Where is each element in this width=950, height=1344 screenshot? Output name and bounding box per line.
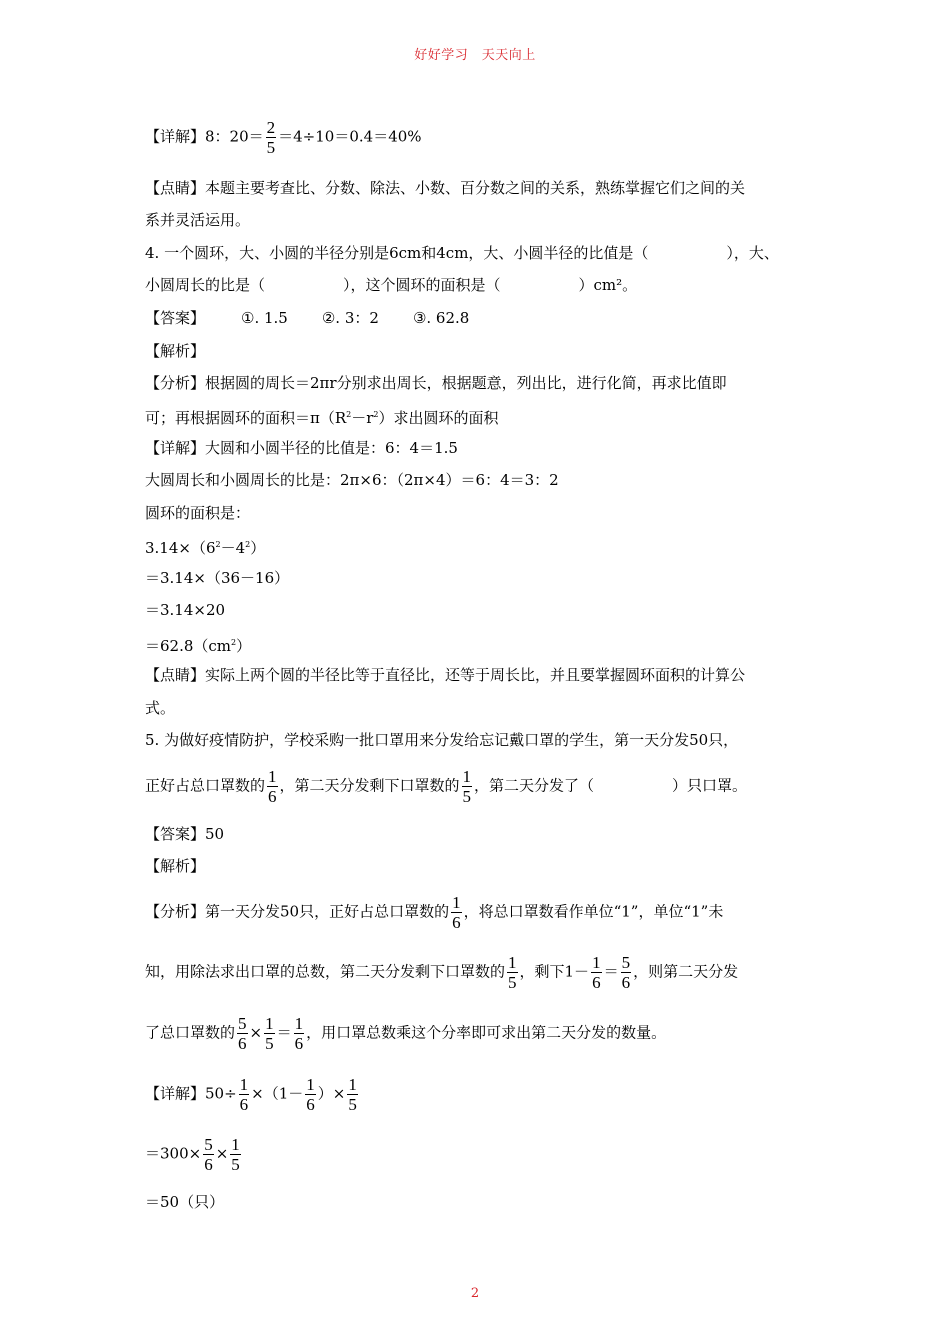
dianjing-line: 【点睛】实际上两个圆的半径比等于直径比，还等于周长比，并且要掌握圆环面积的计算公: [145, 666, 746, 684]
question-5-line-2: 正好占总口罩数的 $\frac{1}{6}$ ，第二天分发剩下口罩数的 $\frac{1}{5}$ ，第二天分发了（ ）只口罩。: [145, 767, 748, 806]
answer-3: ③. 62.8: [412, 309, 470, 327]
detail-line: 大圆周长和小圆周长的比是：2π×6：（2π×4）＝6：4＝3：2: [145, 471, 559, 489]
fraction: $\frac{2}{5}$: [266, 118, 276, 157]
fraction: $\frac{1}{6}$: [592, 953, 601, 992]
fraction: $\frac{1}{6}$: [452, 893, 461, 932]
dianjing-line: 系并灵活运用。: [145, 211, 251, 229]
detail-line: [145, 118, 422, 157]
answer-line: 【答案】 ①. 1.5 ②. 3：2 ③. 62.8: [145, 309, 470, 327]
fraction: $\frac{1}{6}$: [306, 1075, 315, 1114]
fenxi-line: 【分析】第一天分发50只，正好占总口罩数的 $\frac{1}{6}$ ，将总口罩数看作单位“1”，单位“1”未: [145, 893, 724, 932]
question-4-line-2: 小圆周长的比是（ ），这个圆环的面积是（ ）cm²。: [145, 276, 638, 294]
fraction: $\frac{5}{6}$: [621, 953, 631, 992]
question-4-line-1: 4. 一个圆环，大、小圆的半径分别是6cm和4cm，大、小圆半径的比值是（ ），大、: [145, 244, 779, 262]
detail-text: 【详解】8：20＝: [145, 127, 264, 146]
answer-2: ②. 3：2: [321, 309, 379, 327]
calc-line: $=62.8(cm^2)$: [145, 637, 252, 655]
detail-text: ＝4÷10＝0.4＝40%: [278, 127, 422, 146]
fraction: $\frac{1}{5}$: [348, 1075, 357, 1114]
fraction: $\frac{1}{6}$: [268, 767, 277, 806]
fraction: $\frac{1}{6}$: [294, 1014, 304, 1053]
dianjing-line: 式。: [145, 699, 176, 717]
fraction: $\frac{1}{5}$: [265, 1014, 274, 1053]
jiexi-label: 【解析】: [145, 857, 206, 875]
fraction: $\frac{1}{6}$: [239, 1075, 249, 1114]
detail-line: 【详解】50÷ $\frac{1}{6}$ ×（1－ $\frac{1}{6}$ ）× $\frac{1}{5}$: [145, 1075, 357, 1114]
fraction: $\frac{1}{5}$: [508, 953, 517, 992]
answer-line: 【答案】50: [145, 825, 225, 843]
fenxi-line: 知，用除法求出口罩的总数，第二天分发剩下口罩数的 $\frac{1}{5}$ ，剩下1－ $\frac{1}{6}$ ＝ $\frac{5}{6}$ ，则第二天分发: [145, 953, 739, 992]
fraction: $\frac{5}{6}$: [238, 1014, 247, 1053]
detail-line: 【详解】大圆和小圆半径的比值是：6：4＝1.5: [145, 439, 458, 457]
fenxi-line: 可；再根据圆环的面积$=\pi(R^2-r^2)$求出圆环的面积: [145, 409, 499, 427]
calc-line: $3.14\times(6^2-4^2)$: [145, 539, 266, 557]
calc-line: ＝3.14×（36－16）: [145, 569, 290, 587]
question-5-line-1: 5. 为做好疫情防护，学校采购一批口罩用来分发给忘记戴口罩的学生，第一天分发50只，: [145, 731, 739, 749]
detail-line: 圆环的面积是：: [145, 504, 251, 522]
calc-line: ＝50（只）: [145, 1193, 225, 1211]
jiexi-label: 【解析】: [145, 342, 206, 360]
calc-line: ＝300× $\frac{5}{6}$ × $\frac{1}{5}$: [145, 1135, 240, 1174]
answer-1: ①. 1.5: [241, 309, 288, 327]
fenxi-line: 【分析】根据圆的周长＝2πr分别求出周长，根据题意，列出比，进行化简，再求比值即: [145, 374, 727, 392]
fraction: $\frac{5}{6}$: [204, 1135, 213, 1174]
calc-line: ＝3.14×20: [145, 601, 226, 619]
page-header: 好好学习 天天向上: [414, 48, 536, 63]
page-number: 2: [470, 1286, 480, 1301]
fraction: $\frac{1}{5}$: [462, 767, 472, 806]
fenxi-line: 了总口罩数的 $\frac{5}{6}$ × $\frac{1}{5}$ ＝ $\frac{1}{6}$ ，用口罩总数乘这个分率即可求出第二天分发的数量。: [145, 1014, 667, 1053]
dianjing-line: 【点睛】本题主要考查比、分数、除法、小数、百分数之间的关系，熟练掌握它们之间的关: [145, 179, 746, 197]
fraction: $\frac{1}{5}$: [231, 1135, 240, 1174]
